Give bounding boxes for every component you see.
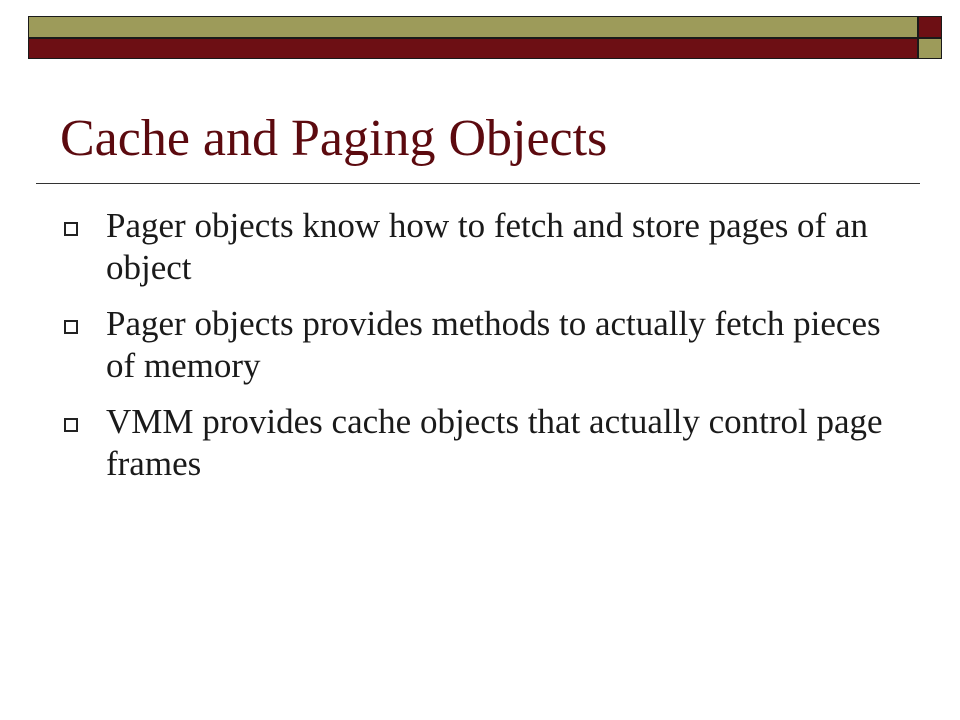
bullet-item — [60, 303, 900, 387]
bullet-text: Pager objects provides methods to actually fetch pieces of memory — [106, 304, 881, 385]
bullet-item — [60, 205, 900, 289]
bullet-text: Pager objects know how to fetch and store pages of an object — [106, 206, 869, 287]
bullet-item — [60, 401, 900, 485]
bullet-text: VMM provides cache objects that actually control page frames — [106, 402, 883, 483]
header-olive-square — [918, 38, 942, 59]
header-maroon-bar — [28, 38, 918, 59]
hollow-square-icon — [64, 222, 78, 236]
bullet-list — [60, 205, 900, 499]
hollow-square-icon — [64, 418, 78, 432]
header-olive-bar — [28, 16, 918, 38]
header-maroon-square — [918, 16, 942, 38]
slide-title: Cache and Paging Objects — [60, 110, 608, 167]
title-divider — [36, 183, 920, 184]
hollow-square-icon — [64, 320, 78, 334]
